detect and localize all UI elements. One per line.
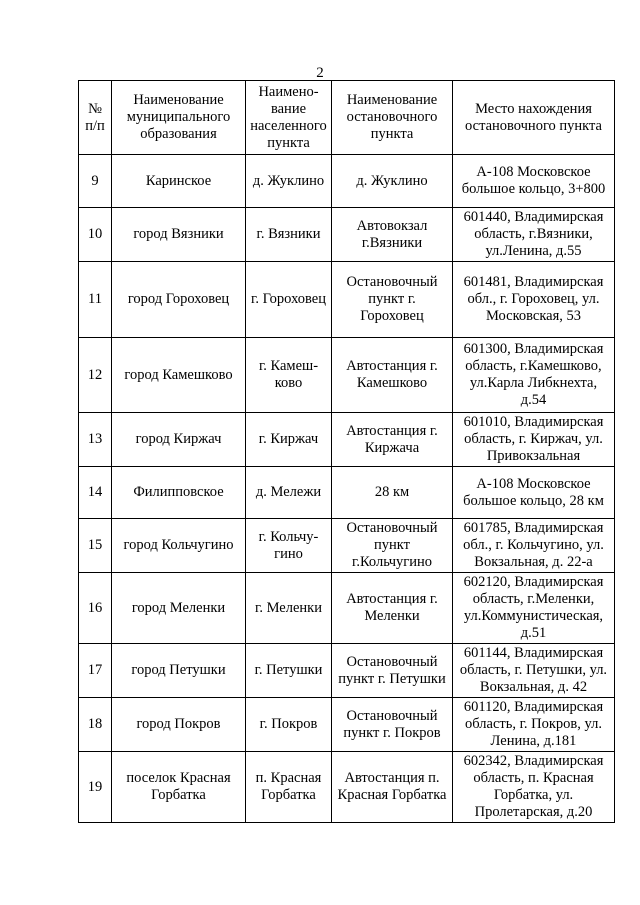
cell-municipality: город Камешково: [112, 338, 246, 413]
cell-stop-name: Автовокзал г.Вязники: [332, 208, 453, 262]
cell-stop-location: 601300, Владимирская область, г.Камешково, ул.Карла Либкнехта, д.54: [453, 338, 615, 413]
table-row: [79, 338, 615, 413]
cell-stop-location: А-108 Московское большое кольцо, 3+800: [453, 155, 615, 208]
table-row: [79, 467, 615, 519]
cell-stop-location: 601144, Владимирская область, г. Петушки, ул. Вокзальная, д. 42: [453, 644, 615, 698]
table-row: [79, 208, 615, 262]
cell-settlement: п. Красная Горбатка: [246, 752, 332, 823]
cell-number: 12: [79, 338, 112, 413]
cell-number: 15: [79, 519, 112, 573]
cell-number: 13: [79, 413, 112, 467]
cell-number: 11: [79, 262, 112, 338]
cell-municipality: город Вязники: [112, 208, 246, 262]
cell-stop-name: Остановочный пункт г. Гороховец: [332, 262, 453, 338]
cell-settlement: г. Покров: [246, 698, 332, 752]
cell-settlement: г. Петушки: [246, 644, 332, 698]
cell-settlement: г. Кольчу-гино: [246, 519, 332, 573]
table-row: [79, 698, 615, 752]
table-row: [79, 155, 615, 208]
table-header-row: [79, 81, 615, 155]
cell-number: 14: [79, 467, 112, 519]
cell-number: 16: [79, 573, 112, 644]
cell-municipality: Каринское: [112, 155, 246, 208]
cell-settlement: г. Камеш-ково: [246, 338, 332, 413]
cell-stop-name: Автостанция п. Красная Горбатка: [332, 752, 453, 823]
cell-municipality: город Петушки: [112, 644, 246, 698]
cell-municipality: поселок Красная Горбатка: [112, 752, 246, 823]
cell-settlement: г. Гороховец: [246, 262, 332, 338]
header-municipality: Наименование муниципального образования: [112, 81, 246, 155]
cell-stop-name: Автостанция г. Меленки: [332, 573, 453, 644]
cell-stop-name: Автостанция г. Камешково: [332, 338, 453, 413]
cell-stop-name: Автостанция г. Киржача: [332, 413, 453, 467]
cell-municipality: Филипповское: [112, 467, 246, 519]
table-row: [79, 573, 615, 644]
cell-settlement: д. Мележи: [246, 467, 332, 519]
cell-stop-location: 601481, Владимирская обл., г. Гороховец, ул. Московская, 53: [453, 262, 615, 338]
cell-stop-location: 602120, Владимирская область, г.Меленки, ул.Коммунистическая, д.51: [453, 573, 615, 644]
cell-number: 17: [79, 644, 112, 698]
cell-municipality: город Кольчугино: [112, 519, 246, 573]
cell-municipality: город Меленки: [112, 573, 246, 644]
cell-stop-name: Остановочный пункт г. Покров: [332, 698, 453, 752]
cell-settlement: г. Меленки: [246, 573, 332, 644]
table-row: [79, 752, 615, 823]
table-row: [79, 262, 615, 338]
cell-municipality: город Киржач: [112, 413, 246, 467]
cell-settlement: г. Вязники: [246, 208, 332, 262]
cell-settlement: д. Жуклино: [246, 155, 332, 208]
cell-stop-name: Остановочный пункт г.Кольчугино: [332, 519, 453, 573]
cell-municipality: город Покров: [112, 698, 246, 752]
cell-stop-location: 601010, Владимирская область, г. Киржач, ул. Привокзальная: [453, 413, 615, 467]
page-number: 2: [316, 65, 324, 81]
header-stop-location: Место нахождения остановочного пункта: [453, 81, 615, 155]
cell-number: 19: [79, 752, 112, 823]
cell-number: 18: [79, 698, 112, 752]
header-stop-name: Наименование остановочного пункта: [332, 81, 453, 155]
cell-stop-location: 601785, Владимирская обл., г. Кольчугино, ул. Вокзальная, д. 22-а: [453, 519, 615, 573]
cell-number: 9: [79, 155, 112, 208]
bus-stops-table: [78, 80, 615, 823]
table-row: [79, 519, 615, 573]
cell-stop-name: д. Жуклино: [332, 155, 453, 208]
cell-stop-location: А-108 Московское большое кольцо, 28 км: [453, 467, 615, 519]
cell-stop-location: 601440, Владимирская область, г.Вязники, ул.Ленина, д.55: [453, 208, 615, 262]
cell-municipality: город Гороховец: [112, 262, 246, 338]
table-row: [79, 413, 615, 467]
cell-stop-name: Остановочный пункт г. Петушки: [332, 644, 453, 698]
cell-settlement: г. Киржач: [246, 413, 332, 467]
table-row: [79, 644, 615, 698]
cell-stop-location: 601120, Владимирская область, г. Покров, ул. Ленина, д.181: [453, 698, 615, 752]
cell-stop-name: 28 км: [332, 467, 453, 519]
header-number: № п/п: [79, 81, 112, 155]
cell-number: 10: [79, 208, 112, 262]
table-body: [79, 155, 615, 823]
header-settlement: Наимено-вание населенного пункта: [246, 81, 332, 155]
cell-stop-location: 602342, Владимирская область, п. Красная Горбатка, ул. Пролетарская, д.20: [453, 752, 615, 823]
